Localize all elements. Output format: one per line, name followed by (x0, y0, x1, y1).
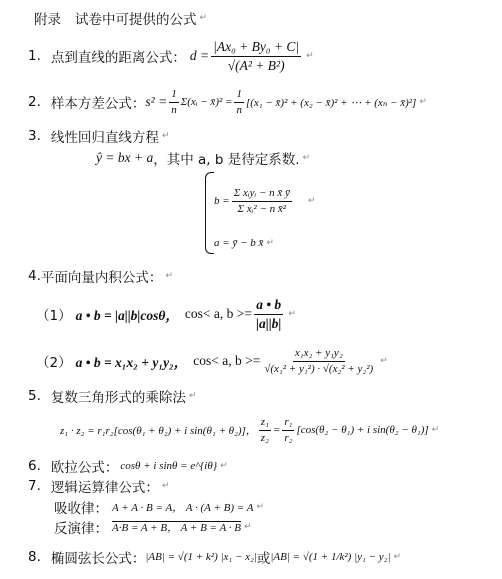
cosine-fraction (254, 297, 283, 331)
z-quotient (259, 416, 271, 444)
complex-division-rest: [cos(θ₂ − θ₁) + i sin(θ₂ − θ₁)] (296, 424, 429, 436)
dot-product-formula: a • b = |a||b|cosθ， (75, 308, 179, 323)
item-number: 8. (28, 549, 41, 565)
dot-product-formula: a • b = x₁x₂ + y₁y₂， (75, 355, 188, 370)
formula-lhs: d = (189, 48, 210, 63)
item-label: 椭圆弦长公式： (50, 551, 146, 567)
absorption-law (54, 497, 264, 517)
item-number: 7. (28, 478, 41, 494)
paragraph-mark-icon: ↵ (244, 522, 252, 532)
item-2 (28, 84, 427, 120)
cosine-coordinate-fraction (262, 347, 375, 375)
fraction-numerator: 1 (169, 88, 179, 103)
inner-product-2 (36, 340, 388, 382)
item-label: 点到直线的距离公式： (50, 50, 186, 66)
item-8 (28, 540, 401, 574)
coefficient-b (214, 174, 315, 228)
coefficient-a (214, 237, 274, 249)
paragraph-mark-icon: ↵ (393, 552, 402, 562)
absorption-formula: A + A · B = A， A · (A + B) = A (112, 502, 254, 514)
fraction-denominator: n (236, 103, 242, 116)
one-over-n-fraction (169, 88, 179, 116)
fraction-denominator: √(x₁² + y₁²) · √(x₂² + y₂²) (264, 362, 374, 375)
paragraph-mark-icon: ↵ (161, 131, 170, 141)
equals-sign: = (272, 424, 281, 436)
item-number: 2. (28, 94, 41, 110)
item-7 (28, 476, 169, 496)
demorgan-law (54, 517, 252, 537)
paragraph-mark-icon: ↵ (161, 481, 170, 491)
cosine-lhs: cos< a, b >= (184, 306, 252, 321)
fraction-numerator: r₁ (282, 416, 294, 431)
euler-formula: cosθ + i sinθ = e^{iθ} (120, 460, 218, 472)
item-number: 4. (28, 268, 41, 284)
r-quotient (282, 416, 294, 444)
chord-length-formula-y: |AB| = √(1 + 1/k²) |y₁ − y₂| (270, 551, 391, 563)
a-formula: a = ȳ − b x̄ (214, 237, 264, 249)
system-brace (205, 172, 214, 254)
formula-lhs: s² = (145, 94, 168, 109)
paragraph-mark-icon: ↵ (307, 196, 316, 206)
chord-length-formula-x: |AB| = √(1 + k²) |x₁ − x₂| (145, 551, 257, 563)
b-fraction (232, 187, 292, 215)
item-number: 5. (28, 388, 41, 404)
fraction-numerator: a • b (254, 297, 283, 315)
complex-trig-formulas (60, 410, 439, 450)
law-label: 吸收律： (54, 501, 108, 517)
paragraph-mark-icon: ↵ (165, 271, 173, 281)
fraction-denominator: |a||b| (256, 315, 282, 331)
regression-formula: ŷ = bx + a (96, 150, 154, 165)
complex-multiplication: z₁ · z₂ = r₁r₂[cos(θ₁ + θ₂) + i sin(θ₁ + θ₂)]， (60, 425, 257, 437)
demorgan-formula: A·B = A + B， A + B = A · B (112, 522, 242, 534)
item-label: 线性回归直线方程 (50, 130, 159, 146)
item-label: 欧拉公式： (50, 460, 119, 476)
item-4 (28, 266, 173, 286)
part-label: （2） (36, 355, 72, 371)
appendix-title: 试卷中可提供的公式 (75, 12, 197, 28)
fraction-numerator: x₁x₂ + y₁y₂ (293, 347, 345, 362)
paragraph-mark-icon: ↵ (419, 97, 427, 107)
item-label: 平面向量内积公式： (40, 270, 163, 286)
fraction-denominator: r₂ (284, 431, 293, 444)
paragraph-mark-icon: ↵ (188, 391, 197, 401)
regression-equation (96, 148, 310, 168)
part-label: （1） (36, 308, 72, 324)
paragraph-mark-icon: ↵ (306, 51, 314, 61)
item-number: 6. (28, 458, 41, 474)
item-1 (28, 36, 314, 76)
paragraph-mark-icon: ↵ (288, 309, 296, 319)
paragraph-mark-icon: ↵ (302, 153, 311, 163)
cosine-lhs: cos< a, b >= (193, 353, 261, 368)
law-label: 反演律： (54, 521, 108, 537)
item-label: 复数三角形式的乘除法 (50, 390, 186, 406)
expanded-expression: [(x₁ − x̄)² + (x₂ − x̄)² + ⋯ + (xₙ − x̄)²] (245, 96, 417, 109)
b-lhs: b = (214, 195, 230, 207)
distance-fraction (211, 39, 301, 73)
or-connector: 或 (256, 551, 271, 567)
sum-expression: Σ(xᵢ − x̄)² = (180, 96, 233, 108)
paragraph-mark-icon: ↵ (266, 238, 274, 248)
fraction-denominator: √(A² + B²) (227, 57, 285, 73)
appendix-header (34, 8, 207, 28)
fraction-denominator: z₂ (260, 431, 269, 444)
paragraph-mark-icon: ↵ (199, 13, 208, 23)
one-over-n-fraction (234, 88, 244, 116)
paragraph-mark-icon: ↵ (380, 356, 388, 366)
item-6 (28, 456, 228, 476)
fraction-numerator: z₁ (259, 416, 271, 431)
paragraph-mark-icon: ↵ (431, 425, 440, 435)
item-3 (28, 126, 169, 146)
fraction-numerator: |Ax₀ + By₀ + C| (211, 39, 301, 57)
fraction-denominator: Σ xᵢ² − n x̄² (237, 202, 287, 215)
item-label: 样本方差公式： (50, 96, 146, 112)
paragraph-mark-icon: ↵ (256, 502, 264, 512)
item-number: 3. (28, 128, 41, 144)
regression-note: ，其中 a, b 是待定系数. (153, 152, 300, 168)
paragraph-mark-icon: ↵ (220, 461, 228, 471)
inner-product-1 (36, 294, 296, 334)
item-label: 逻辑运算律公式： (50, 480, 159, 496)
item-5 (28, 386, 196, 406)
fraction-numerator: 1 (234, 88, 244, 103)
fraction-numerator: Σ xᵢyᵢ − n x̄ ȳ (232, 187, 292, 202)
fraction-denominator: n (171, 103, 177, 116)
item-number: 1. (28, 48, 41, 64)
appendix-label: 附录 (34, 12, 61, 28)
